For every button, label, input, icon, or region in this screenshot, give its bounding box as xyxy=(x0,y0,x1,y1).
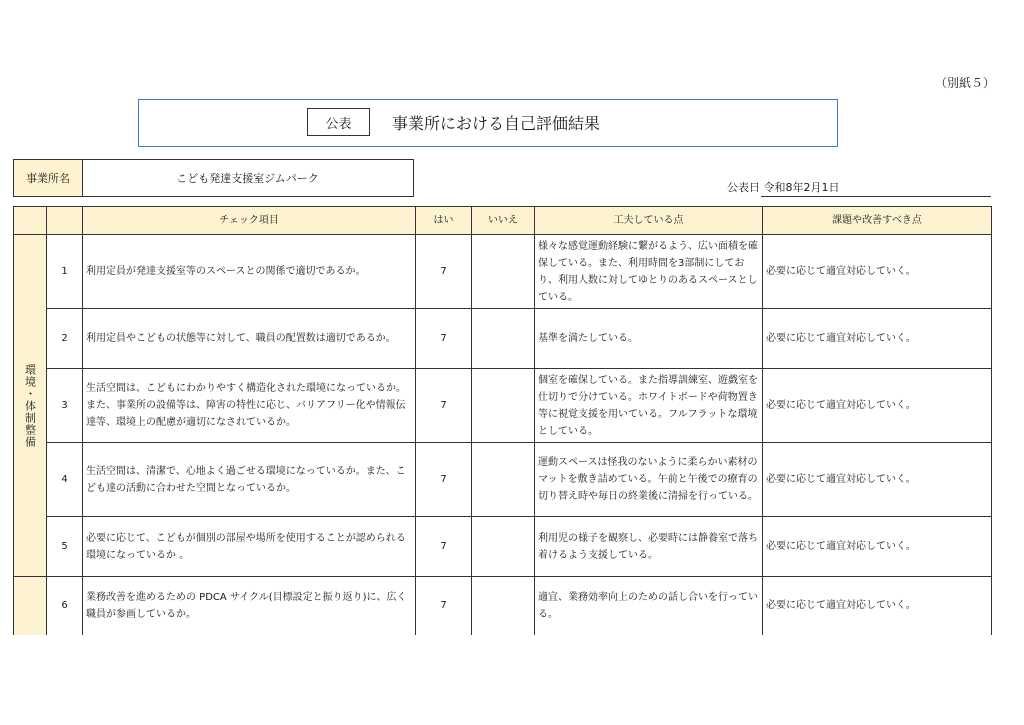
table-row xyxy=(14,309,992,369)
row-number: 6 xyxy=(47,577,83,635)
header-check-item: チェック項目 xyxy=(83,207,416,235)
issue-text: 必要に応じて適宜対応していく。 xyxy=(763,517,992,577)
effort-text: 様々な感覚運動経験に繋がるよう、広い面積を確保している。また、利用時間を3部制にしており、利用人数に対してゆとりのあるスペースとしている。 xyxy=(535,235,763,309)
yes-count: 7 xyxy=(416,577,472,635)
yes-count: 7 xyxy=(416,443,472,517)
issue-text: 必要に応じて適宜対応していく。 xyxy=(763,577,992,635)
header-yes: はい xyxy=(416,207,472,235)
header-effort: 工夫している点 xyxy=(535,207,763,235)
effort-text: 個室を確保している。また指導訓練室、遊戯室を仕切りで分けている。ホワイトボードや荷物置き等に視覚支援を用いている。フルフラットな環境としている。 xyxy=(535,369,763,443)
check-item: 生活空間は、清潔で、心地よく過ごせる環境になっているか。また、こども達の活動に合わせた空間となっているか。 xyxy=(83,443,416,517)
effort-text: 適宜、業務効率向上のための話し合いを行っている。 xyxy=(535,577,763,635)
no-count xyxy=(472,443,535,517)
category-cell-2 xyxy=(14,577,47,635)
table-row xyxy=(14,369,992,443)
no-count xyxy=(472,309,535,369)
issue-text: 必要に応じて適宜対応していく。 xyxy=(763,235,992,309)
table-row xyxy=(14,235,992,309)
effort-text: 運動スペースは怪我のないように柔らかい素材のマットを敷き詰めている。午前と午後での療育の切り替え時や毎日の終業後に清掃を行っている。 xyxy=(535,443,763,517)
office-name-value: こども発達支援室ジムパーク xyxy=(82,159,414,197)
row-number: 5 xyxy=(47,517,83,577)
table-row xyxy=(14,517,992,577)
publication-date-label: 公表日 xyxy=(727,181,760,194)
row-number: 2 xyxy=(47,309,83,369)
row-number: 3 xyxy=(47,369,83,443)
attachment-label: （別紙５） xyxy=(935,76,996,90)
yes-count: 7 xyxy=(416,309,472,369)
table-row xyxy=(14,443,992,517)
no-count xyxy=(472,577,535,635)
table-header-row xyxy=(14,207,992,235)
no-count xyxy=(472,369,535,443)
yes-count: 7 xyxy=(416,369,472,443)
category-label: 環境・体制整備 xyxy=(23,363,37,448)
issue-text: 必要に応じて適宜対応していく。 xyxy=(763,443,992,517)
page-title: 事業所における自己評価結果 xyxy=(392,114,601,133)
evaluation-table xyxy=(13,206,992,635)
publication-date-value: 令和8年2月1日 xyxy=(763,181,840,194)
effort-text: 利用児の様子を観察し、必要時には静養室で落ち着けるよう支援している。 xyxy=(535,517,763,577)
row-number: 4 xyxy=(47,443,83,517)
check-item: 必要に応じて、こどもが個別の部屋や場所を使用することが認められる環境になっているか 。 xyxy=(83,517,416,577)
check-item: 生活空間は、こどもにわかりやすく構造化された環境になっているか。また、事業所の設備等は、障害の特性に応じ、バリアフリー化や情報伝達等、環境上の配慮が適切になされているか。 xyxy=(83,369,416,443)
check-item: 業務改善を進めるための PDCA サイクル(目標設定と振り返り)に、広く職員が参画しているか。 xyxy=(83,577,416,635)
no-count xyxy=(472,235,535,309)
header-no: いいえ xyxy=(472,207,535,235)
no-count xyxy=(472,517,535,577)
issue-text: 必要に応じて適宜対応していく。 xyxy=(763,369,992,443)
header-category xyxy=(14,207,47,235)
table-row xyxy=(14,577,992,635)
row-number: 1 xyxy=(47,235,83,309)
issue-text: 必要に応じて適宜対応していく。 xyxy=(763,309,992,369)
check-item: 利用定員が発達支援室等のスペースとの関係で適切であるか。 xyxy=(83,235,416,309)
yes-count: 7 xyxy=(416,517,472,577)
header-number xyxy=(47,207,83,235)
effort-text: 基準を満たしている。 xyxy=(535,309,763,369)
category-cell xyxy=(14,235,47,577)
office-name-label: 事業所名 xyxy=(13,159,83,197)
public-label: 公表 xyxy=(307,108,370,136)
publication-date xyxy=(727,179,840,195)
date-underline xyxy=(761,196,991,197)
header-issue: 課題や改善すべき点 xyxy=(763,207,992,235)
yes-count: 7 xyxy=(416,235,472,309)
check-item: 利用定員やこどもの状態等に対して、職員の配置数は適切であるか。 xyxy=(83,309,416,369)
